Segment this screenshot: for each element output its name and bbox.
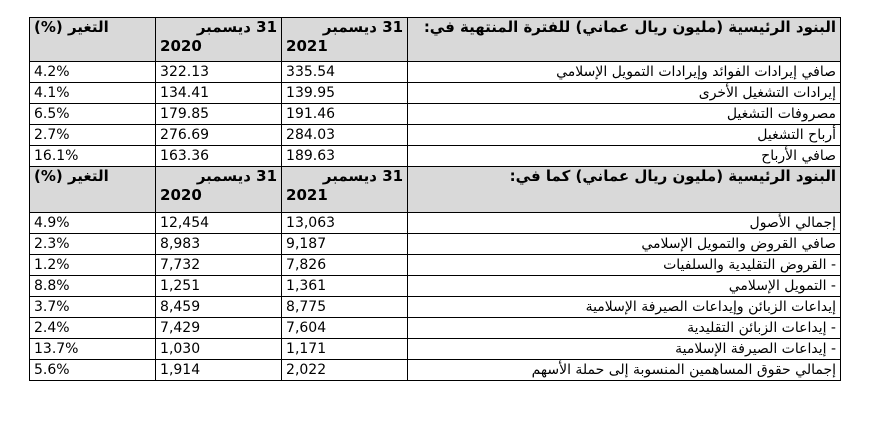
row-value-2021: 284.03: [282, 125, 408, 146]
financial-summary-table: [29, 17, 841, 381]
table-row: [30, 104, 841, 125]
row-value-2020: 12,454: [156, 213, 282, 234]
table-row: [30, 318, 841, 339]
row-value-2020: 1,030: [156, 339, 282, 360]
row-change: 16.1%: [30, 146, 156, 167]
row-value-2021: 2,022: [282, 360, 408, 381]
table-row: [30, 83, 841, 104]
row-change: 4.1%: [30, 83, 156, 104]
section1-header-2021-year: 2021: [286, 37, 328, 55]
row-value-2020: 322.13: [156, 62, 282, 83]
section1-header-2020-year: 2020: [160, 37, 202, 55]
section2-header-2020-label: 31 ديسمبر: [196, 167, 278, 185]
section1-header-change: التغير (%): [30, 18, 156, 62]
table-row: [30, 146, 841, 167]
row-label: إجمالي الأصول: [408, 213, 841, 234]
row-label: أرباح التشغيل: [408, 125, 841, 146]
section1-header-row: [30, 18, 841, 62]
row-change: 1.2%: [30, 255, 156, 276]
table-row: [30, 125, 841, 146]
section1-header-2020: [156, 18, 282, 62]
row-label: إيداعات الزبائن وإيداعات الصيرفة الإسلامية: [408, 297, 841, 318]
table-row: [30, 297, 841, 318]
row-label: مصروفات التشغيل: [408, 104, 841, 125]
section2-header-row: [30, 167, 841, 213]
section2-header-change: التغير (%): [30, 167, 156, 213]
table-body: [30, 18, 841, 381]
row-label: صافي القروض والتمويل الإسلامي: [408, 234, 841, 255]
table-row: [30, 339, 841, 360]
table-row: [30, 255, 841, 276]
section2-header-2021-label: 31 ديسمبر: [322, 167, 404, 185]
row-value-2020: 163.36: [156, 146, 282, 167]
row-value-2020: 7,429: [156, 318, 282, 339]
row-value-2021: 189.63: [282, 146, 408, 167]
row-label: - القروض التقليدية والسلفيات: [408, 255, 841, 276]
row-value-2021: 7,604: [282, 318, 408, 339]
row-value-2021: 335.54: [282, 62, 408, 83]
row-value-2020: 134.41: [156, 83, 282, 104]
row-value-2020: 276.69: [156, 125, 282, 146]
row-label: إجمالي حقوق المساهمين المنسوبة إلى حملة الأسهم: [408, 360, 841, 381]
section1-header-2020-label: 31 ديسمبر: [196, 18, 278, 36]
row-change: 13.7%: [30, 339, 156, 360]
section1-header-label: البنود الرئيسية (مليون ريال عماني) للفترة المنتهية في:: [408, 18, 841, 62]
row-change: 5.6%: [30, 360, 156, 381]
row-change: 2.4%: [30, 318, 156, 339]
section2-header-2020: [156, 167, 282, 213]
row-label: صافي إيرادات الفوائد وإيرادات التمويل الإسلامي: [408, 62, 841, 83]
row-value-2021: 13,063: [282, 213, 408, 234]
section2-header-2020-year: 2020: [160, 186, 202, 204]
section1-header-2021-label: 31 ديسمبر: [322, 18, 404, 36]
row-label: - التمويل الإسلامي: [408, 276, 841, 297]
row-label: إيرادات التشغيل الأخرى: [408, 83, 841, 104]
row-value-2020: 1,914: [156, 360, 282, 381]
row-change: 4.2%: [30, 62, 156, 83]
row-change: 8.8%: [30, 276, 156, 297]
section2-header-2021: [282, 167, 408, 213]
row-value-2020: 8,983: [156, 234, 282, 255]
row-change: 6.5%: [30, 104, 156, 125]
table-row: [30, 360, 841, 381]
row-value-2021: 1,171: [282, 339, 408, 360]
section2-header-label: البنود الرئيسية (مليون ريال عماني) كما في:: [408, 167, 841, 213]
row-value-2021: 139.95: [282, 83, 408, 104]
row-change: 2.3%: [30, 234, 156, 255]
table-row: [30, 276, 841, 297]
table-row: [30, 213, 841, 234]
table-row: [30, 62, 841, 83]
row-value-2021: 191.46: [282, 104, 408, 125]
row-value-2020: 7,732: [156, 255, 282, 276]
row-value-2021: 9,187: [282, 234, 408, 255]
row-change: 4.9%: [30, 213, 156, 234]
row-change: 3.7%: [30, 297, 156, 318]
section2-header-2021-year: 2021: [286, 186, 328, 204]
section1-header-2021: [282, 18, 408, 62]
row-value-2021: 7,826: [282, 255, 408, 276]
row-value-2020: 8,459: [156, 297, 282, 318]
row-value-2020: 179.85: [156, 104, 282, 125]
row-value-2020: 1,251: [156, 276, 282, 297]
row-value-2021: 8,775: [282, 297, 408, 318]
row-label: - إيداعات الصيرفة الإسلامية: [408, 339, 841, 360]
row-change: 2.7%: [30, 125, 156, 146]
row-label: - إيداعات الزبائن التقليدية: [408, 318, 841, 339]
table-row: [30, 234, 841, 255]
row-value-2021: 1,361: [282, 276, 408, 297]
row-label: صافي الأرباح: [408, 146, 841, 167]
